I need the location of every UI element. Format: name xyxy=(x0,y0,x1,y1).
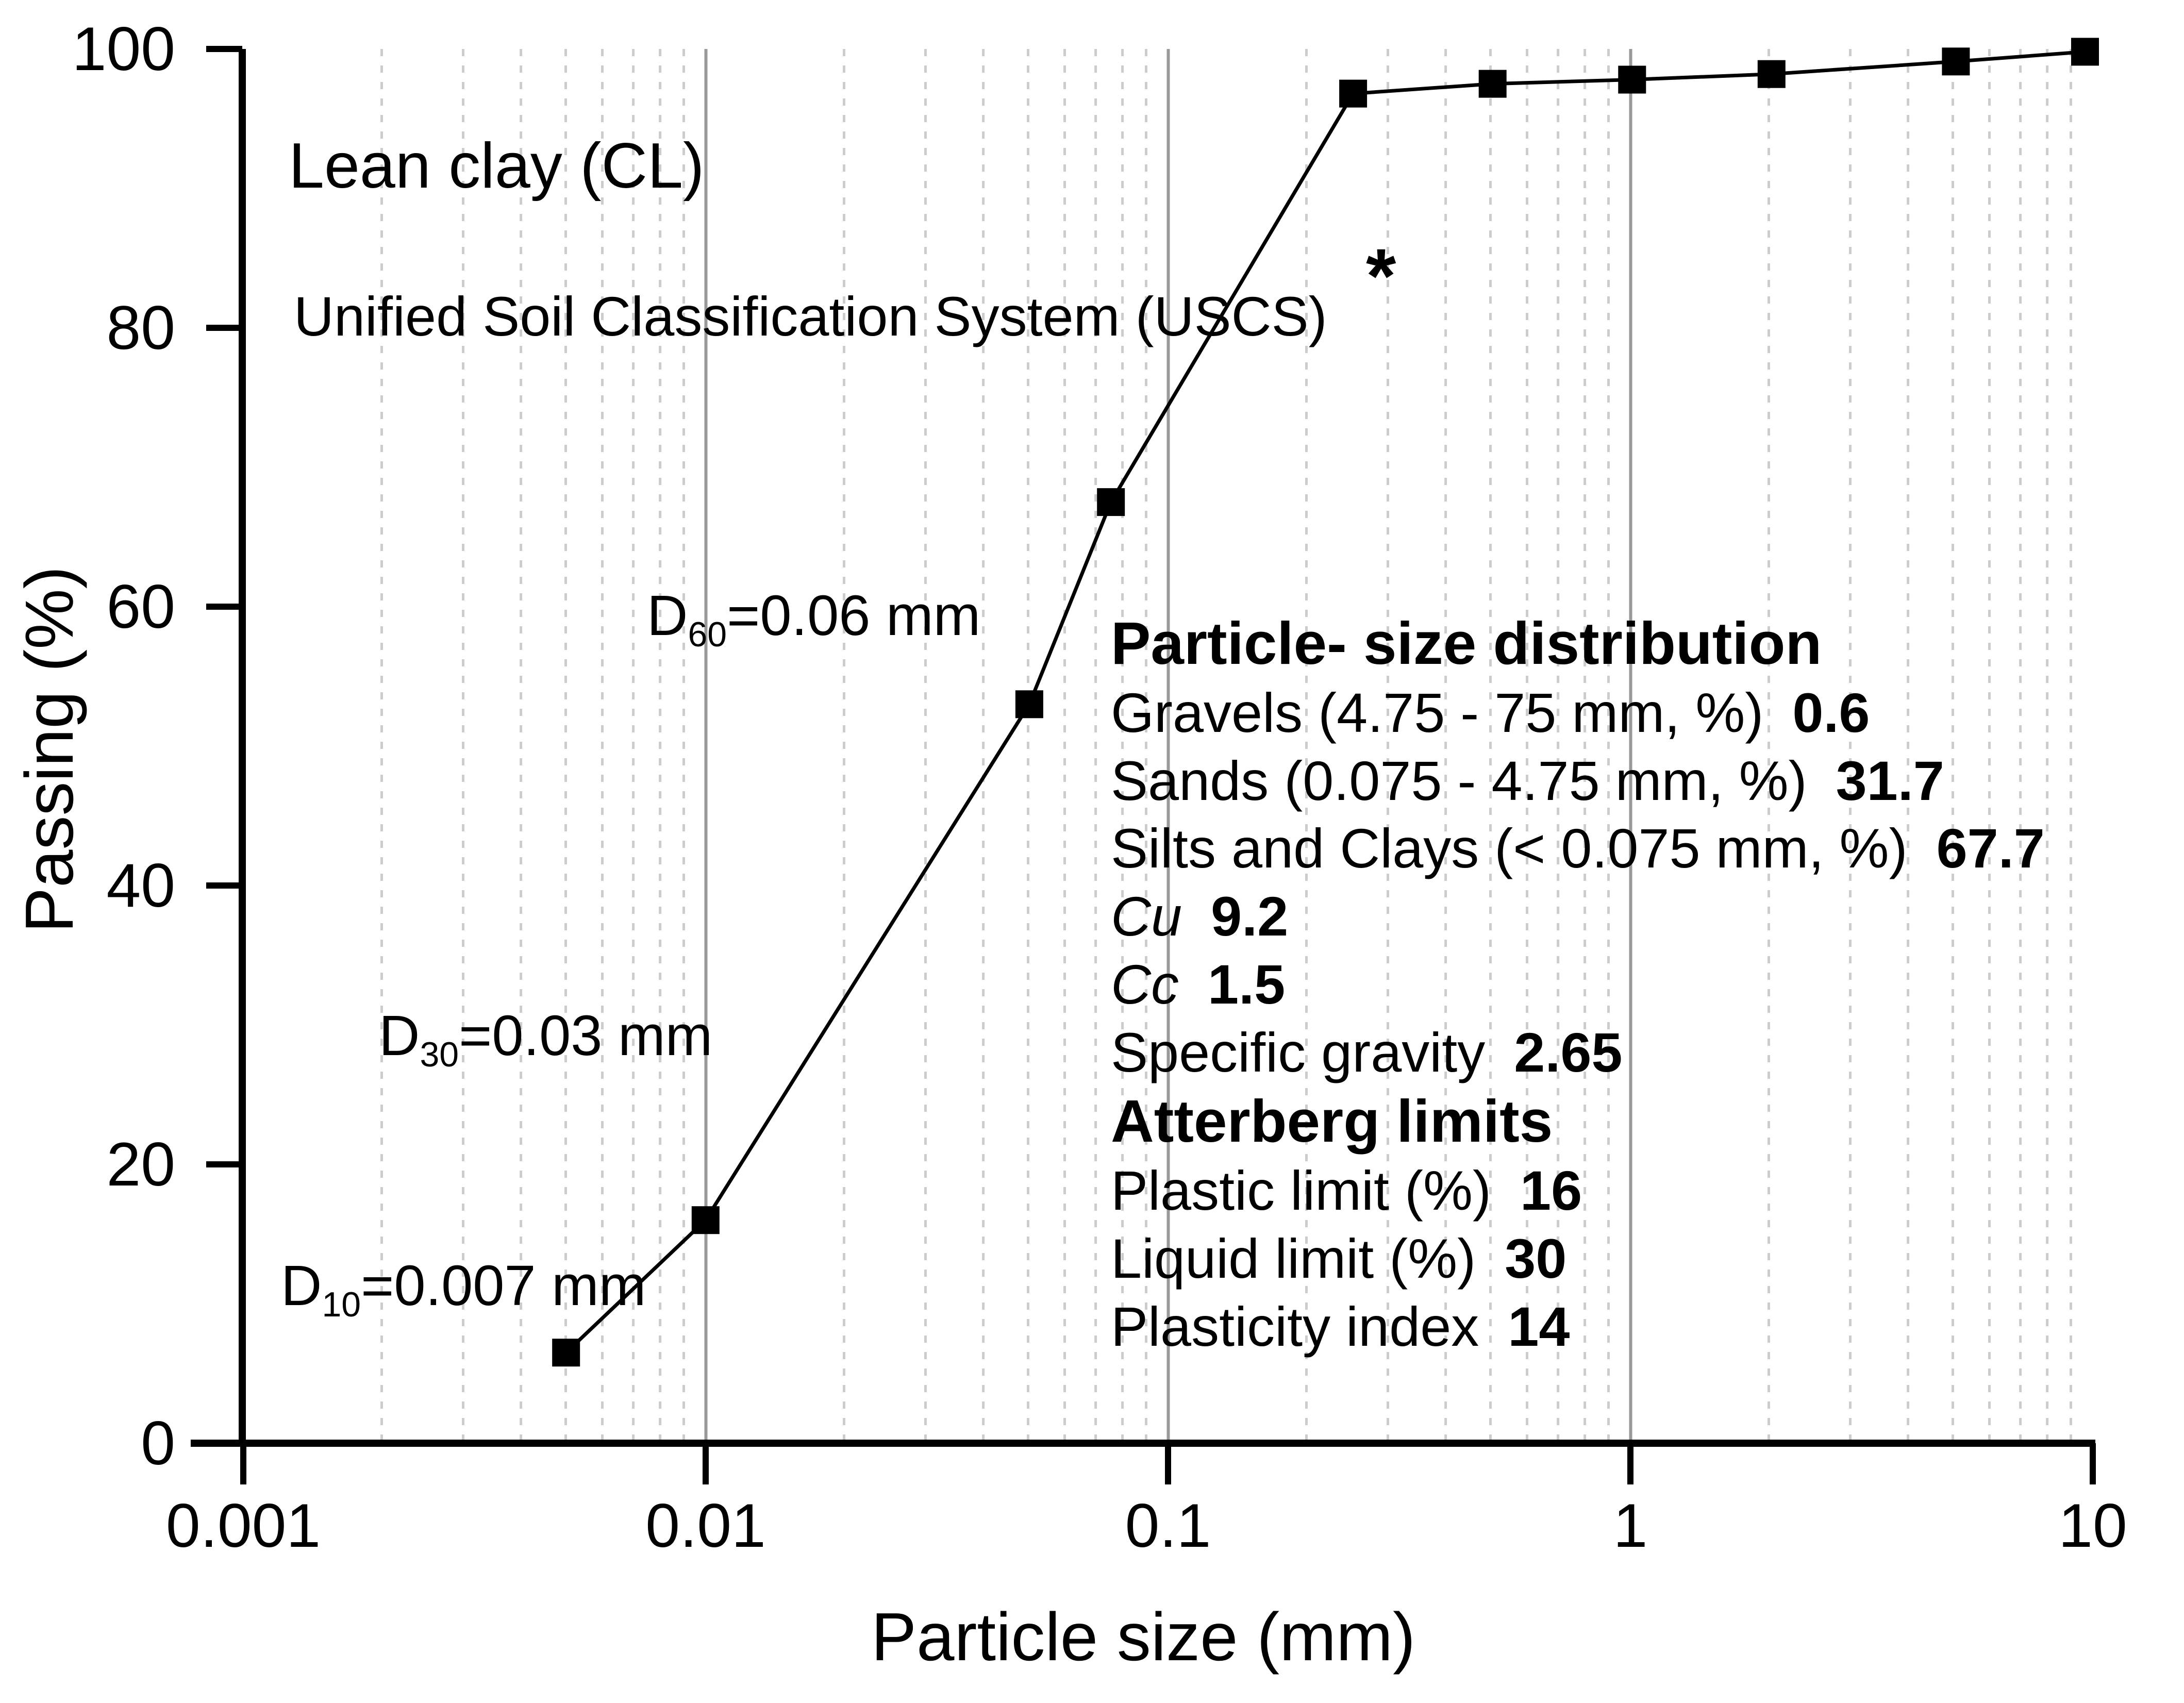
info-value-specific-gravity: 2.65 xyxy=(1514,1021,1623,1083)
x-axis-ticks xyxy=(243,1443,2093,1484)
info-row-silts-clays xyxy=(1111,814,2090,882)
info-row-gravels xyxy=(1111,679,2090,747)
properties-info-block xyxy=(1111,608,2090,1361)
info-value-gravels: 0.6 xyxy=(1792,681,1870,744)
y-tick-label-20: 20 xyxy=(106,1130,175,1199)
info-label-cu: Cu xyxy=(1111,885,1182,948)
annotation-d30-label: D xyxy=(379,1004,420,1067)
y-tick-label-40: 40 xyxy=(106,851,175,920)
data-point-marker xyxy=(552,1339,580,1366)
info-label-specific-gravity: Specific gravity xyxy=(1111,1021,1486,1083)
annotation-d30-sub: 30 xyxy=(420,1035,459,1074)
y-axis-title: Passing (%) xyxy=(11,566,87,933)
info-value-plasticity-index: 14 xyxy=(1508,1295,1570,1358)
annotation-d10-label: D xyxy=(281,1254,322,1317)
data-point-marker xyxy=(2071,38,2099,65)
data-point-marker xyxy=(1015,690,1043,718)
info-row-plasticity-index xyxy=(1111,1293,2090,1361)
y-tick-label-80: 80 xyxy=(106,293,175,362)
annotation-d10-sub: 10 xyxy=(322,1285,361,1324)
info-row-cc xyxy=(1111,950,2090,1019)
info-label-liquid-limit: Liquid limit (%) xyxy=(1111,1227,1476,1290)
annotation-d60-sub: 60 xyxy=(688,615,727,654)
y-tick-label-100: 100 xyxy=(72,14,175,84)
annotation-d10-rest: =0.007 mm xyxy=(361,1254,646,1317)
chart-title: Lean clay (CL) xyxy=(289,130,705,202)
info-value-sands: 31.7 xyxy=(1836,749,1944,812)
asterisk-annotation: * xyxy=(1366,232,1396,319)
info-row-liquid-limit xyxy=(1111,1225,2090,1293)
info-label-plasticity-index: Plasticity index xyxy=(1111,1295,1479,1358)
annotation-d60 xyxy=(647,584,981,654)
info-value-cc: 1.5 xyxy=(1208,953,1286,1015)
data-point-marker xyxy=(1942,47,1970,75)
x-tick-label-10: 10 xyxy=(2058,1491,2127,1560)
chart-subtitle: Unified Soil Classification System (USCS) xyxy=(294,285,1327,347)
annotation-d30-rest: =0.03 mm xyxy=(459,1004,713,1067)
y-tick-label-0: 0 xyxy=(141,1409,175,1478)
x-tick-label-0-01: 0.01 xyxy=(645,1491,766,1560)
data-point-marker xyxy=(1097,488,1125,516)
info-label-sands: Sands (0.075 - 4.75 mm, %) xyxy=(1111,749,1807,812)
info-label-plastic-limit: Plastic limit (%) xyxy=(1111,1159,1492,1222)
annotation-d60-label: D xyxy=(647,584,688,647)
info-row-cu xyxy=(1111,882,2090,950)
info-label-silts-clays: Silts and Clays (< 0.075 mm, %) xyxy=(1111,817,1908,880)
info-value-silts-clays: 67.7 xyxy=(1936,817,2045,880)
annotation-d60-rest: =0.06 mm xyxy=(727,584,981,647)
heading-atterberg-limits: Atterberg limits xyxy=(1111,1088,1553,1155)
info-label-cc: Cc xyxy=(1111,953,1179,1015)
info-row-plastic-limit xyxy=(1111,1157,2090,1225)
annotation-d30 xyxy=(379,1004,713,1074)
data-point-marker xyxy=(692,1206,720,1234)
data-point-marker xyxy=(1618,66,1646,94)
data-point-marker xyxy=(1339,80,1367,108)
data-point-marker xyxy=(1758,60,1786,88)
data-point-marker xyxy=(1479,70,1507,98)
info-value-cu: 9.2 xyxy=(1211,885,1289,948)
info-row-specific-gravity xyxy=(1111,1019,2090,1087)
info-row-sands xyxy=(1111,747,2090,815)
heading-particle-size-distribution: Particle- size distribution xyxy=(1111,610,1822,677)
info-value-liquid-limit: 30 xyxy=(1505,1227,1567,1290)
x-tick-label-1: 1 xyxy=(1613,1491,1648,1560)
info-value-plastic-limit: 16 xyxy=(1520,1159,1582,1222)
info-label-gravels: Gravels (4.75 - 75 mm, %) xyxy=(1111,681,1764,744)
x-axis-title: Particle size (mm) xyxy=(871,1599,1416,1675)
x-tick-label-0-001: 0.001 xyxy=(165,1491,321,1560)
x-tick-label-0-1: 0.1 xyxy=(1125,1491,1211,1560)
y-tick-label-60: 60 xyxy=(106,572,175,641)
y-axis-ticks xyxy=(206,49,242,1443)
annotation-d10 xyxy=(281,1254,646,1324)
